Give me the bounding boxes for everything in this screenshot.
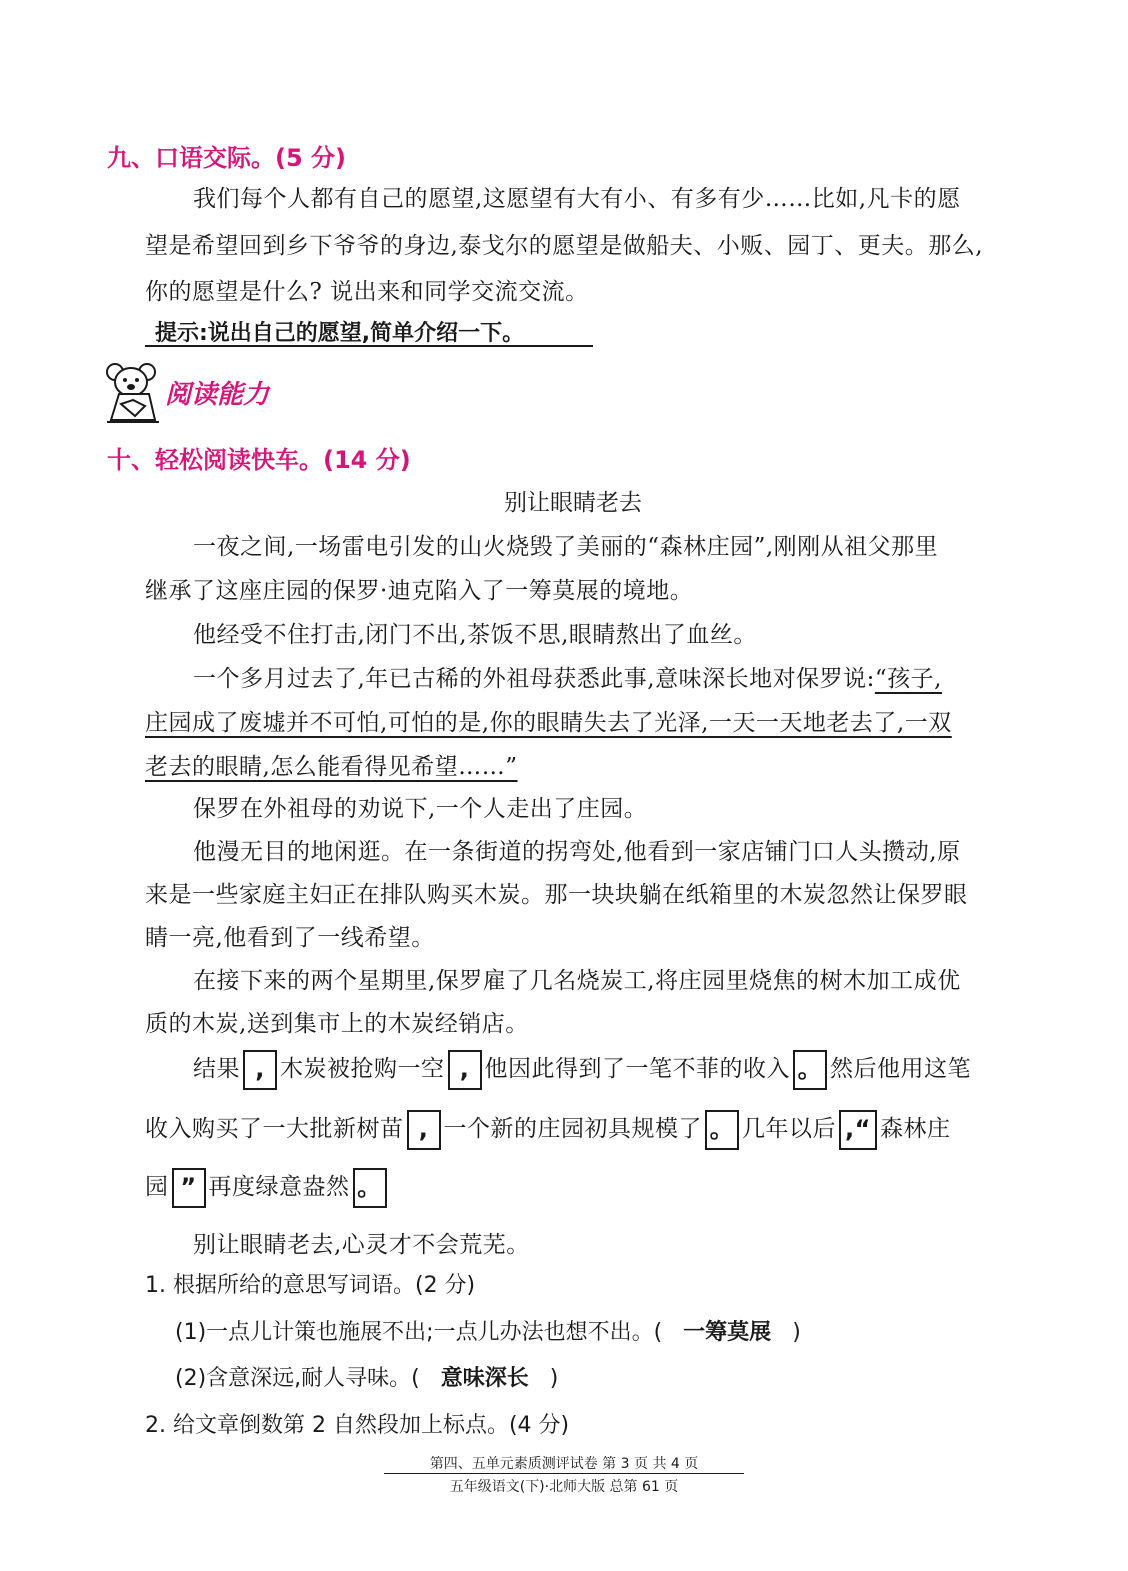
question-2: 2. 给文章倒数第 2 自然段加上标点。(4 分) xyxy=(145,1413,570,1438)
punctuation-box[interactable]: 。 xyxy=(793,1050,827,1090)
paragraph-line: 来是一些家庭主妇正在排队购买木炭。那一块块躺在纸箱里的木炭忽然让保罗眼 xyxy=(145,882,968,908)
section-10-heading: 十、轻松阅读快车。(14 分) xyxy=(107,446,411,474)
punctuation-box[interactable]: ” xyxy=(172,1168,206,1208)
paragraph-line: 睛一亮,他看到了一线希望。 xyxy=(145,925,435,951)
paragraph-line: 他漫无目的地闲逛。在一条街道的拐弯处,他看到一家店铺门口人头攒动,原 xyxy=(193,839,961,865)
paragraph-line: 一夜之间,一场雷电引发的山火烧毁了美丽的“森林庄园”,刚刚从祖父那里 xyxy=(193,534,939,560)
paragraph-line: 质的木炭,送到集市上的木炭经销店。 xyxy=(145,1011,529,1037)
footer-line-1: 第四、五单元素质测评试卷 第 3 页 共 4 页 xyxy=(429,1456,699,1472)
paragraph-line: 你的愿望是什么? 说出来和同学交流交流。 xyxy=(145,279,589,305)
question-1b: (2)含意深远,耐人寻味。( 意味深长 ) xyxy=(175,1366,559,1391)
quote-underlined: 老去的眼睛,怎么能看得见希望……” xyxy=(145,754,518,780)
question-1: 1. 根据所给的意思写词语。(2 分) xyxy=(145,1273,476,1298)
quote-lead: 一个多月过去了,年已古稀的外祖母获悉此事,意味深长地对保罗说: xyxy=(193,666,875,692)
punctuation-box[interactable]: , xyxy=(407,1110,441,1150)
paragraph-line: 我们每个人都有自己的愿望,这愿望有大有小、有多有少……比如,凡卡的愿 xyxy=(193,186,961,212)
punctuation-box[interactable]: 。 xyxy=(353,1168,387,1208)
hint-text: 提示:说出自己的愿望,简单介绍一下。 xyxy=(155,321,525,346)
paragraph-line: 保罗在外祖母的劝说下,一个人走出了庄园。 xyxy=(193,796,648,822)
paragraph-line: 望是希望回到乡下爷爷的身边,泰戈尔的愿望是做船夫、小贩、园丁、更夫。那么, xyxy=(145,233,984,259)
paragraph-line xyxy=(193,660,942,693)
punctuation-box[interactable]: , xyxy=(448,1050,482,1090)
footer-divider xyxy=(384,1473,744,1474)
paragraph-line: 在接下来的两个星期里,保罗雇了几名烧炭工,将庄园里烧焦的树木加工成优 xyxy=(193,968,961,994)
fill-line-3: 园 ” 再度绿意盎然 。 xyxy=(145,1168,390,1208)
paragraph-line: 他经受不住打击,闭门不出,茶饭不思,眼睛熬出了血丝。 xyxy=(193,622,757,648)
punctuation-box[interactable]: ,“ xyxy=(839,1110,877,1150)
koala-reading-icon xyxy=(105,360,161,430)
section-9-heading: 九、口语交际。(5 分) xyxy=(107,144,346,172)
paragraph-line: 别让眼睛老去,心灵才不会荒芜。 xyxy=(193,1232,530,1258)
hint-underline xyxy=(145,345,593,347)
fill-line-1: 结果 , 木炭被抢购一空 , 他因此得到了一笔不菲的收入 。 然后他用这笔 xyxy=(193,1050,971,1090)
answer-1a[interactable]: 一筹莫展 xyxy=(683,1320,772,1345)
punctuation-box[interactable]: , xyxy=(243,1050,277,1090)
paragraph-line: 继承了这座庄园的保罗·迪克陷入了一筹莫展的境地。 xyxy=(145,578,694,604)
quote-underlined: 庄园成了废墟并不可怕,可怕的是,你的眼睛失去了光泽,一天一天地老去了,一双 xyxy=(145,710,952,736)
punctuation-box[interactable]: 。 xyxy=(705,1110,739,1150)
question-1a: (1)一点儿计策也施展不出;一点儿办法也想不出。( 一筹莫展 ) xyxy=(175,1320,801,1345)
fill-line-2: 收入购买了一大批新树苗 , 一个新的庄园初具规模了 。 几年以后 ,“ 森林庄 xyxy=(145,1110,951,1150)
reading-banner-title: 阅读能力 xyxy=(165,380,270,410)
footer-line-2: 五年级语文(下)·北师大版 总第 61 页 xyxy=(449,1479,679,1495)
quote-underlined: “孩子, xyxy=(874,666,942,692)
article-title: 别让眼睛老去 xyxy=(504,490,642,516)
answer-1b[interactable]: 意味深长 xyxy=(440,1366,529,1391)
